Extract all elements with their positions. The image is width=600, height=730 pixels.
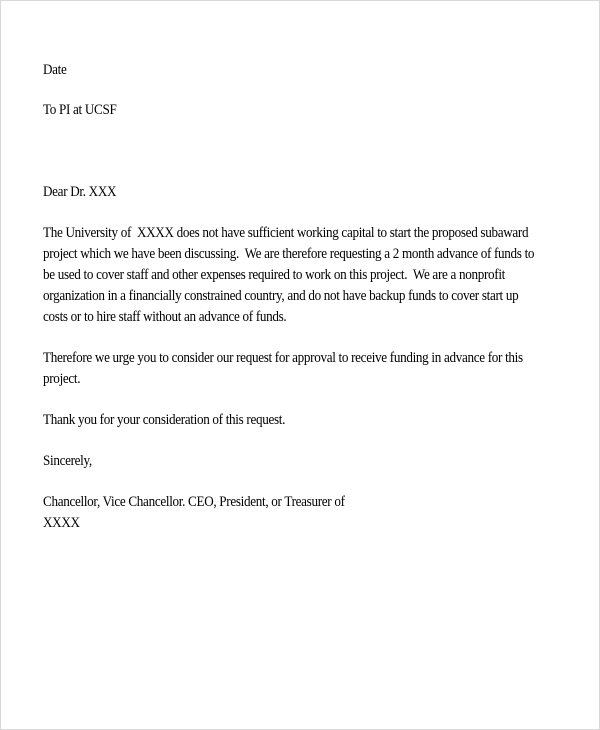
paragraph-line: organization in a financially constrained country, and do not have backup funds to cover start up: [43, 288, 519, 304]
paragraph-line: Therefore we urge you to consider our request for approval to receive funding in advance for this: [43, 350, 523, 366]
paragraph-line: costs or to hire staff without an advance of funds.: [43, 309, 287, 325]
recipient-line: To PI at UCSF: [43, 102, 117, 118]
signature-name: XXXX: [43, 515, 80, 531]
paragraph-line: The University of XXXX does not have sufficient working capital to start the proposed subaward: [43, 225, 529, 241]
signature-title: Chancellor, Vice Chancellor. CEO, President, or Treasurer of: [43, 494, 345, 510]
paragraph-line: project which we have been discussing. We are therefore requesting a 2 month advance of funds to: [43, 246, 535, 262]
paragraph-request: [43, 348, 523, 390]
paragraph-intro: [43, 223, 535, 328]
salutation: Dear Dr. XXX: [43, 184, 117, 200]
paragraph-line: project.: [43, 371, 81, 387]
paragraph-line: be used to cover staff and other expenses required to work on this project. We are a nonprofit: [43, 267, 506, 283]
paragraph-thanks: Thank you for your consideration of this request.: [43, 412, 286, 428]
letter-body: [43, 60, 535, 534]
closing: Sincerely,: [43, 453, 92, 469]
date-line: Date: [43, 62, 67, 78]
